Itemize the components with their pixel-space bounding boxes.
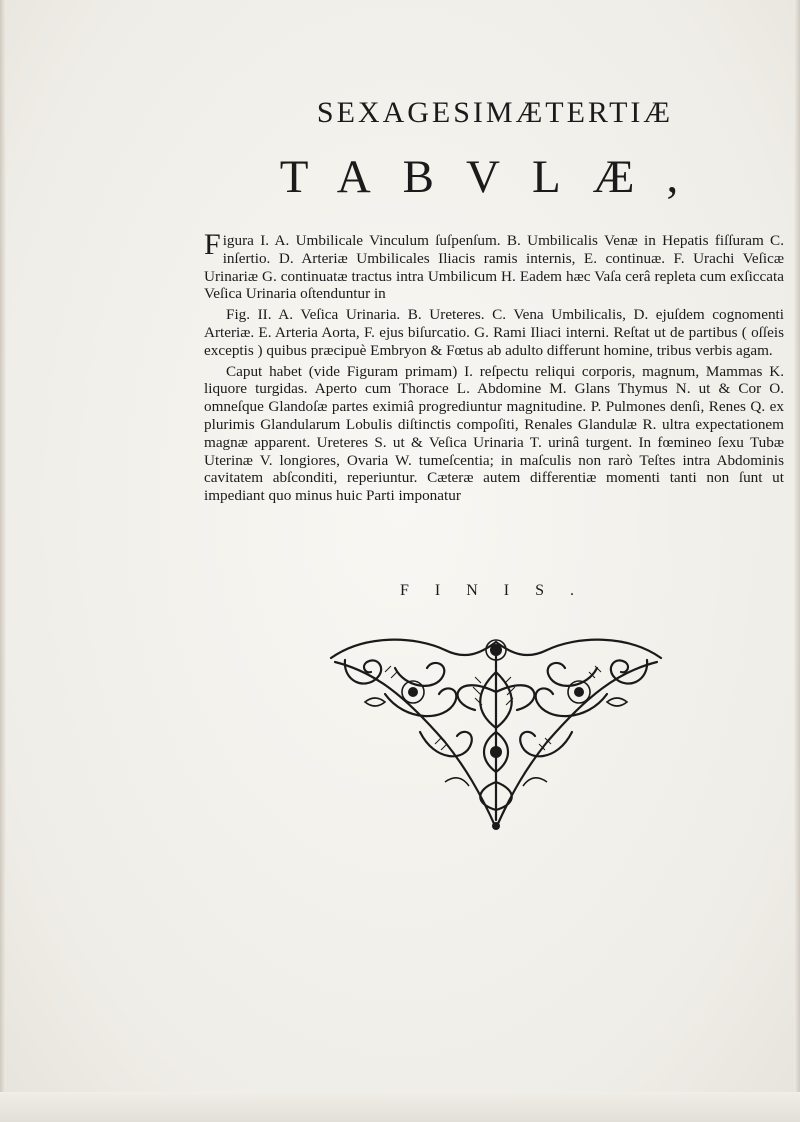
paragraph-1 [204, 228, 784, 303]
page-edge-right [794, 0, 800, 1122]
page-edge-left [0, 0, 6, 1122]
section-title: SEXAGESIMÆTERTIÆ [316, 96, 674, 129]
section-subtitle: TABVLÆ, [279, 151, 711, 203]
paragraph-3: Caput habet (vide Figuram primam) I. reſpectu reliqui corporis, magnum, Mammas K. liquore turgidas. Aperto cum Thorace L. Abdomine M. Glans Thymus N. ut & Cor O. omneſque Glandoſæ partes eximiâ progrediuntur magnitudine. P. Pulmones denſi, Renes Q. ex plurimis Glandularum Lobulis diſtinctis compoſiti, Renales Glandulæ R. ultra expectationem magnæ apparent. Ureteres S. ut & Veſica Urinaria T. urinâ turgent. In fœmineo ſexu Tubæ Uterinæ V. longiores, Ovaria W. tumeſcentia; in maſculis non rarò Teſtes intra Abdominis cavitatem abſconditi, reperiuntur. Cæteræ autem differentiæ momenti tanti non ſunt ut impediant quo minus huic Parti imponatur [204, 362, 784, 505]
finis-label: FINIS. [399, 582, 600, 599]
drop-cap: F [204, 228, 221, 261]
page-bottom-shade [0, 1092, 800, 1122]
paragraph-1-text: igura I. A. Umbilicale Vinculum ſuſpenſum. B. Umbilicalis Venæ in Hepatis fiſſuram C. inſertio. D. Arteriæ Umbilicales Iliacis ramis internis, E. continuæ. F. Urachi Veſicæ Urinariæ G. continuatæ tractus intra Umbilicum H. Eadem hæc Vaſa cerâ repleta cum exſiccata Veſica Urinaria oſtenduntur in [204, 232, 784, 303]
body-text [204, 228, 784, 508]
paragraph-2: Fig. II. A. Veſica Urinaria. B. Ureteres. C. Vena Umbilicalis, D. ejuſdem cognomenti Arteriæ. E. Arteria Aorta, F. ejus biſurcatio. G. Rami Iliaci interni. Reſtat ut de partibus ( oſſeis exceptis ) quibus præcipuè Embryon & Fœtus ab adulto differunt homine, tribus verbis agam. [204, 306, 784, 359]
floral-tailpiece-icon [325, 632, 667, 834]
